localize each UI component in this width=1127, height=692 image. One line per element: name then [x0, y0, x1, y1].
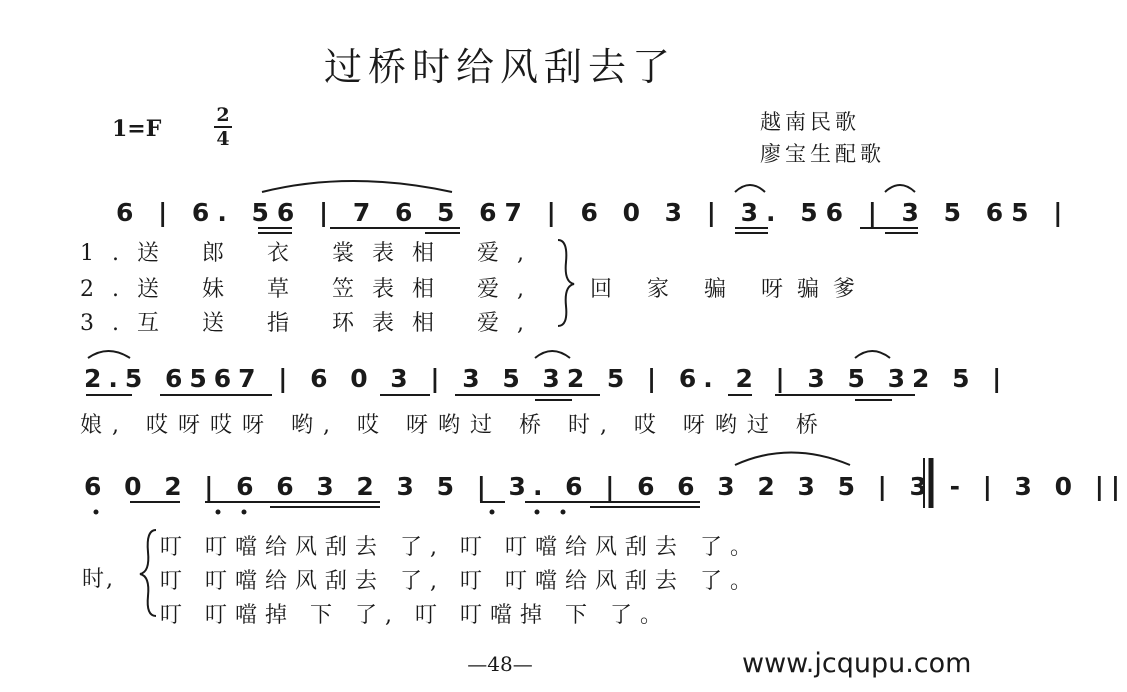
notes-line-1: 6 | 6. 56 | 7 6 5 67 | 6 0 3 | 3. 56 | 3 5 65 |: [116, 198, 1071, 227]
meter-top: 2: [216, 104, 230, 126]
site-watermark: www.jcqupu.com: [742, 648, 972, 679]
key-signature: 1=F: [112, 116, 162, 142]
octave-dot: [94, 510, 99, 515]
octave-dot: [535, 510, 540, 515]
song-title: 过桥时给风刮去了: [323, 45, 676, 89]
arranger-credit: 廖宝生配歌: [760, 142, 885, 166]
verse-1-line-3: 叮 叮噹给风刮去 了, 叮 叮噹给风刮去 了。: [160, 535, 760, 560]
brace: [140, 530, 156, 616]
brace: [558, 240, 574, 326]
slur: [535, 351, 570, 358]
octave-dot: [242, 510, 247, 515]
slur: [88, 351, 130, 358]
notes-line-2: 2.5 6567 | 6 0 3 | 3 5 32 5 | 6. 2 | 3 5 32 5 |: [84, 364, 1009, 393]
verse-2-line-3: 叮 叮噹给风刮去 了, 叮 叮噹给风刮去 了。: [160, 569, 760, 594]
octave-dot: [561, 510, 566, 515]
slur: [735, 185, 765, 192]
slur: [262, 181, 452, 192]
slur: [855, 351, 890, 358]
page-number: —48—: [467, 652, 533, 676]
verse-3-line-1: 3.互 送 指 环表相 爱,: [80, 311, 542, 336]
notes-line-3: 6 0 2 | 6 6 3 2 3 5 | 3. 6 | 6 6 3 2 3 5 | 3 - | 3 0 ||: [84, 472, 1127, 501]
origin-credit: 越南民歌: [760, 110, 860, 134]
slur: [885, 185, 915, 192]
verse-3-line-3: 叮 叮噹掉 下 了, 叮 叮噹掉 下 了。: [160, 603, 670, 628]
lyric-lead-line-3: 时,: [82, 567, 115, 592]
verse-1-line-1: 1.送 郎 衣 裳表相 爱,: [80, 241, 542, 266]
lyric-line-2: 娘, 哎呀哎呀 哟, 哎 呀哟过 桥 时, 哎 呀哟过 桥: [80, 413, 828, 438]
slur: [735, 453, 850, 466]
refrain-line-1: 回 家 骗 呀骗爹: [590, 277, 869, 302]
octave-dot: [490, 510, 495, 515]
octave-dot: [216, 510, 221, 515]
meter-bottom: 4: [216, 128, 230, 150]
verse-2-line-1: 2.送 妹 草 笠表相 爱,: [80, 277, 542, 302]
